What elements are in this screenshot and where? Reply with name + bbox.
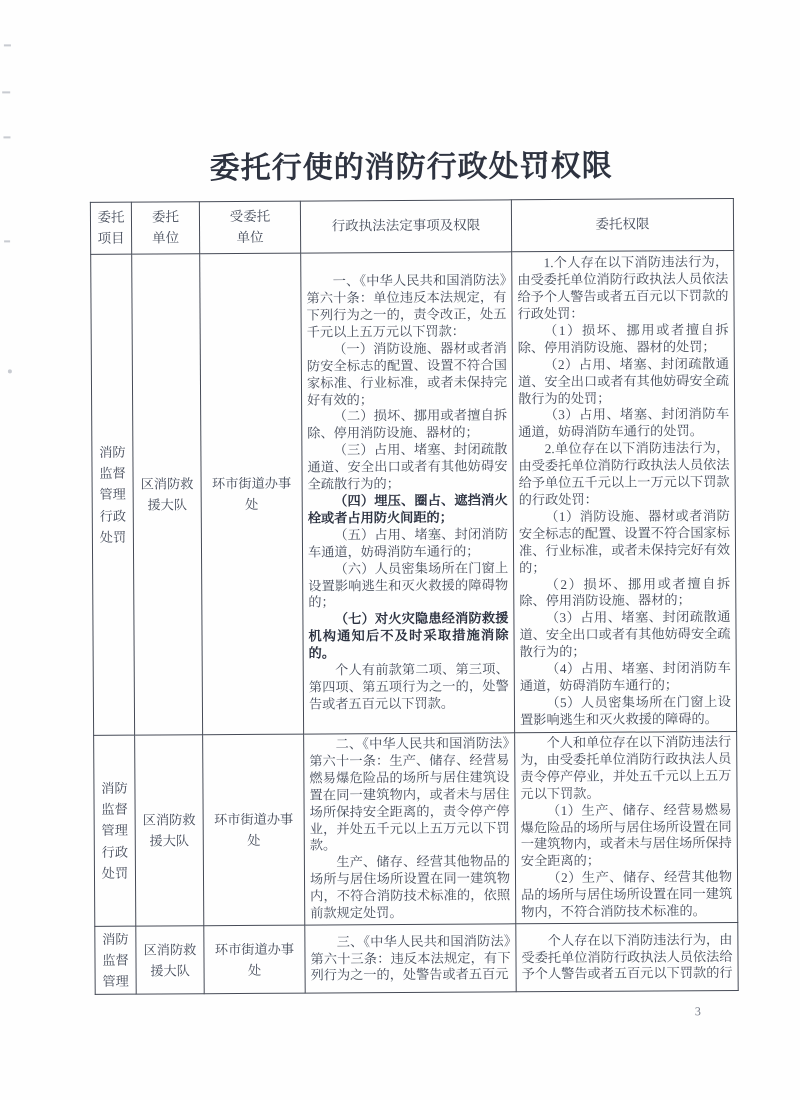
cell-paragraph: （六）人员密集场所在门窗上设置影响逃生和灭火救援的障碍物的； xyxy=(308,559,509,610)
scan-artifact xyxy=(4,44,11,46)
cell-legal-items xyxy=(304,733,516,925)
table-row xyxy=(94,731,738,926)
cell-delegating-unit: 区消防救援大队 xyxy=(136,926,204,995)
cell-paragraph: 生产、储存、经营其他物品的场所与居住场所设置在同一建筑物内，不符合消防技术标准的，依照前款规定处罚。 xyxy=(309,853,511,921)
cell-paragraph: （二）损坏、挪用或者擅自拆除、停用消防设施、器材的； xyxy=(307,407,508,441)
cell-paragraph: （四）埋压、圈占、遮挡消火栓或者占用防火间距的； xyxy=(307,492,508,526)
clipped-text xyxy=(310,933,510,984)
scan-artifact xyxy=(3,136,10,138)
column-header-delegated-unit: 受委托 单位 xyxy=(199,201,300,254)
cell-delegated-unit: 环市街道办事处 xyxy=(203,734,305,926)
cell-paragraph: 个人存在以下消防违法行为，由受委托单位消防行政执法人员依法给予个人警告或者五百元以下罚款的行 xyxy=(521,931,733,982)
cell-paragraph: 个人有前款第二项、第三项、第四项、第五项行为之一的，处警告或者五百元以下罚款。 xyxy=(308,661,509,712)
column-header-legal-items: 行政执法法定事项及权限 xyxy=(300,200,511,253)
cell-delegated-authority xyxy=(516,922,738,992)
cell-paragraph: 三、《中华人民共和国消防法》第六十三条：违反本法规定，有下列行为之一的，处警告或者五百元 xyxy=(310,932,511,984)
cell-delegated-authority xyxy=(512,250,737,732)
column-header-delegating-unit: 委托 单位 xyxy=(131,202,199,254)
cell-delegated-unit: 环市街道办事处 xyxy=(200,253,304,735)
cell-delegating-unit: 区消防救援大队 xyxy=(132,254,203,735)
delegation-table xyxy=(90,198,739,995)
cell-project: 消防监督管理 xyxy=(95,926,136,995)
cell-paragraph: （5）人员密集场所在门窗上设置影响逃生和灭火救援的障碍的。 xyxy=(519,693,731,728)
cell-delegating-unit: 区消防救援大队 xyxy=(135,735,204,926)
cell-paragraph: （1）生产、储存、经营易燃易爆危险品的场所与居住场所设置在同一建筑物内，或者未与居住场所保持安全距离的； xyxy=(520,801,732,869)
clipped-text xyxy=(521,932,732,983)
cell-paragraph: （3）占用、堵塞、封闭消防车通道，妨碍消防车通行的处罚。 xyxy=(518,406,730,440)
page-number: 3 xyxy=(694,1004,701,1019)
table-row xyxy=(95,922,738,994)
document-title: 委托行使的消防行政处罚权限 xyxy=(209,149,613,186)
scan-artifact xyxy=(4,240,10,242)
cell-paragraph: （3）占用、堵塞、封闭疏散通道、安全出口或者有其他妨碍安全疏散行为的； xyxy=(519,609,731,660)
column-header-delegated-authority: 委托权限 xyxy=(511,198,733,251)
cell-project: 消防监督管理行政处罚 xyxy=(91,254,135,735)
table-row xyxy=(91,250,737,735)
cell-paragraph: （五）占用、堵塞、封闭消防车通道，妨碍消防车通行的； xyxy=(307,526,508,560)
cell-paragraph: （2）损坏、挪用或者擅自拆除、停用消防设施、器材的； xyxy=(519,575,731,609)
cell-legal-items xyxy=(301,252,515,734)
cell-paragraph: （1）损坏、挪用或者擅自拆除、停用消防设施、器材的处罚； xyxy=(517,321,729,356)
cell-paragraph: 一、《中华人民共和国消防法》第六十条：单位违反本法规定，有下列行为之一的，责令改正，处五千元以上五万元以下罚款： xyxy=(306,272,507,340)
column-header-project: 委托 项目 xyxy=(90,202,131,254)
cell-paragraph: （一）消防设施、器材或者消防安全标志的配置、设置不符合国家标准、行业标准，或者未保持完好有效的； xyxy=(306,340,508,408)
header-row xyxy=(90,198,733,254)
cell-paragraph: （1）消防设施、器材或者消防安全标志的配置、设置不符合国家标准、行业标准，或者未保持完好有效的； xyxy=(518,507,731,575)
cell-delegated-unit: 环市街道办事处 xyxy=(204,925,305,994)
scan-artifact xyxy=(2,91,10,93)
scan-artifact xyxy=(8,369,12,373)
cell-paragraph: （2）生产、储存、经营其他物品的场所与居住场所设置在同一建筑物内，不符合消防技术标准的。 xyxy=(521,869,733,920)
cell-paragraph: 二、《中华人民共和国消防法》第六十一条：生产、储存、经营易燃易爆危险品的场所与居住建筑设置在同一建筑物内，或者未与居住场所保持安全距离的，责令停产停业，并处五千元以上五万元以下罚款。 xyxy=(309,735,510,853)
cell-paragraph: （2）占用、堵塞、封闭疏散通道、安全出口或者有其他妨碍安全疏散行为的处罚； xyxy=(517,355,730,406)
cell-paragraph: 个人和单位存在以下消防违法行为，由受委托单位消防行政执法人员责令停产停业，并处五千元以上五万元以下罚款。 xyxy=(520,733,732,801)
cell-paragraph: 2.单位存在以下消防违法行为，由受委托单位消防行政执法人员依法给予单位五千元以上一万元以下罚款的行政处罚： xyxy=(518,440,730,508)
cell-paragraph: 1.个人存在以下消防违法行为，由受委托单位消防行政执法人员依法给予个人警告或者五百元以下罚款的行政处罚： xyxy=(517,254,729,322)
cell-legal-items xyxy=(305,924,516,994)
cell-project: 消防监督管理行政处罚 xyxy=(94,735,136,926)
cell-paragraph: （七）对火灾隐患经消防救援机构通知后不及时采取措施消除的。 xyxy=(308,610,509,661)
cell-paragraph: （4）占用、堵塞、封闭消防车通道，妨碍消防车通行的； xyxy=(519,660,731,694)
cell-delegated-authority xyxy=(515,731,738,923)
cell-paragraph: （三）占用、堵塞、封闭疏散通道、安全出口或者有其他妨碍安全疏散行为的； xyxy=(307,441,508,492)
